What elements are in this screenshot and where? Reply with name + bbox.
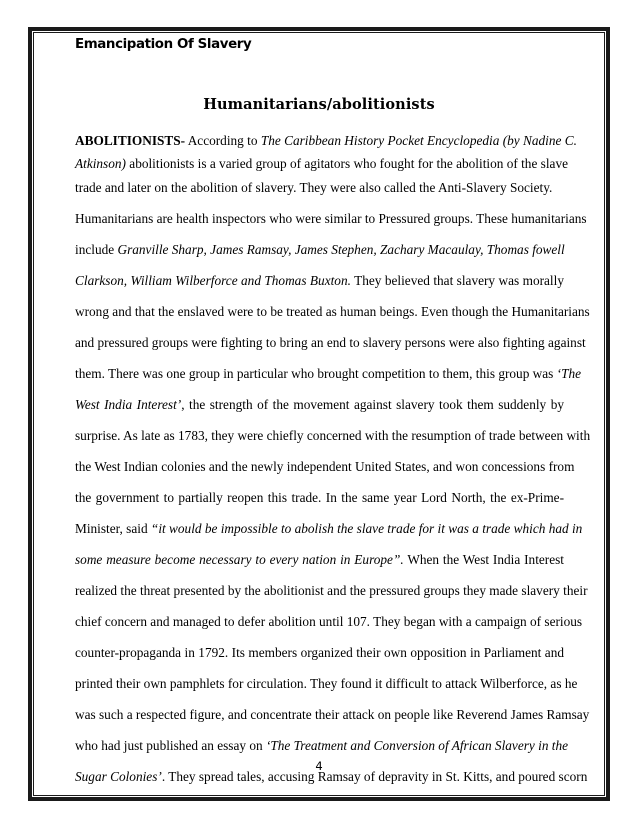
paragraph-line: West India Interest’, the strength of the movement against slavery took them suddenly by bbox=[75, 397, 564, 412]
paragraph-line: include Granville Sharp, James Ramsay, James Stephen, Zachary Macaulay, Thomas fowell bbox=[75, 242, 565, 257]
paragraph-line: and pressured groups were fighting to bring an end to slavery persons were also fighting against bbox=[75, 335, 586, 350]
paragraph-line: Sugar Colonies’. They spread tales, accusing Ramsay of depravity in St. Kitts, and poured scorn bbox=[75, 769, 588, 784]
paragraph-line: them. There was one group in particular who brought competition to them, this group was ‘The bbox=[75, 366, 582, 381]
paragraph-line: Clarkson, William Wilberforce and Thomas Buxton. They believed that slavery was morally bbox=[75, 273, 564, 288]
paragraph-line: surprise. As late as 1783, they were chiefly concerned with the resumption of trade between with bbox=[75, 428, 591, 443]
paragraph-line: printed their own pamphlets for circulation. They found it difficult to attack Wilberforce, as he bbox=[75, 676, 578, 691]
paragraph-line: realized the threat presented by the abolitionist and the pressured groups they made slavery their bbox=[75, 583, 588, 598]
page-number: 4 bbox=[315, 759, 323, 773]
paragraph-line: ABOLITIONISTS- According to The Caribbean History Pocket Encyclopedia (by Nadine C. bbox=[75, 133, 577, 148]
page-title: Humanitarians/abolitionists bbox=[203, 96, 435, 113]
paragraph-line: was such a respected figure, and concentrate their attack on people like Reverend James Ramsay bbox=[75, 707, 590, 722]
paragraph-line: the West Indian colonies and the newly independent United States, and won concessions from bbox=[75, 459, 575, 474]
essay-title: ‘The Treatment and Conversion of African Slavery in the bbox=[265, 738, 569, 753]
paragraph-line: counter-propaganda in 1792. Its members organized their own opposition in Parliament and bbox=[75, 645, 564, 660]
paragraph-line: who had just published an essay on ‘The Treatment and Conversion of African Slavery in the bbox=[75, 738, 569, 753]
names-list: Granville Sharp, James Ramsay, James Stephen, Zachary Macaulay, Thomas fowell bbox=[117, 242, 565, 257]
paragraph-line: wrong and that the enslaved were to be treated as human beings. Even though the Humanitarians bbox=[75, 304, 590, 319]
citation-title: The Caribbean History Pocket Encyclopedia (by Nadine C. bbox=[260, 133, 577, 148]
paragraph-line: Humanitarians are health inspectors who were similar to Pressured groups. These humanitarians bbox=[75, 211, 587, 226]
paragraph-line: Minister, said “it would be impossible to abolish the slave trade for it was a trade which had in bbox=[75, 521, 583, 536]
document-header-title: Emancipation Of Slavery bbox=[75, 37, 252, 52]
paragraph-line: chief concern and managed to defer abolition until 107. They began with a campaign of serious bbox=[75, 614, 583, 629]
quotation: “it would be impossible to abolish the slave trade for it was a trade which had in bbox=[150, 521, 583, 536]
paragraph-line: Atkinson) abolitionists is a varied group of agitators who fought for the abolition of the slave bbox=[75, 156, 568, 171]
paragraph-line: trade and later on the abolition of slavery. They were also called the Anti-Slavery Society. bbox=[75, 180, 553, 195]
term-label: ABOLITIONISTS- bbox=[75, 133, 186, 148]
paragraph-line: some measure become necessary to every nation in Europe”. When the West India Interest bbox=[75, 552, 564, 567]
paragraph-line: the government to partially reopen this trade. In the same year Lord North, the ex-Prime- bbox=[75, 490, 564, 505]
